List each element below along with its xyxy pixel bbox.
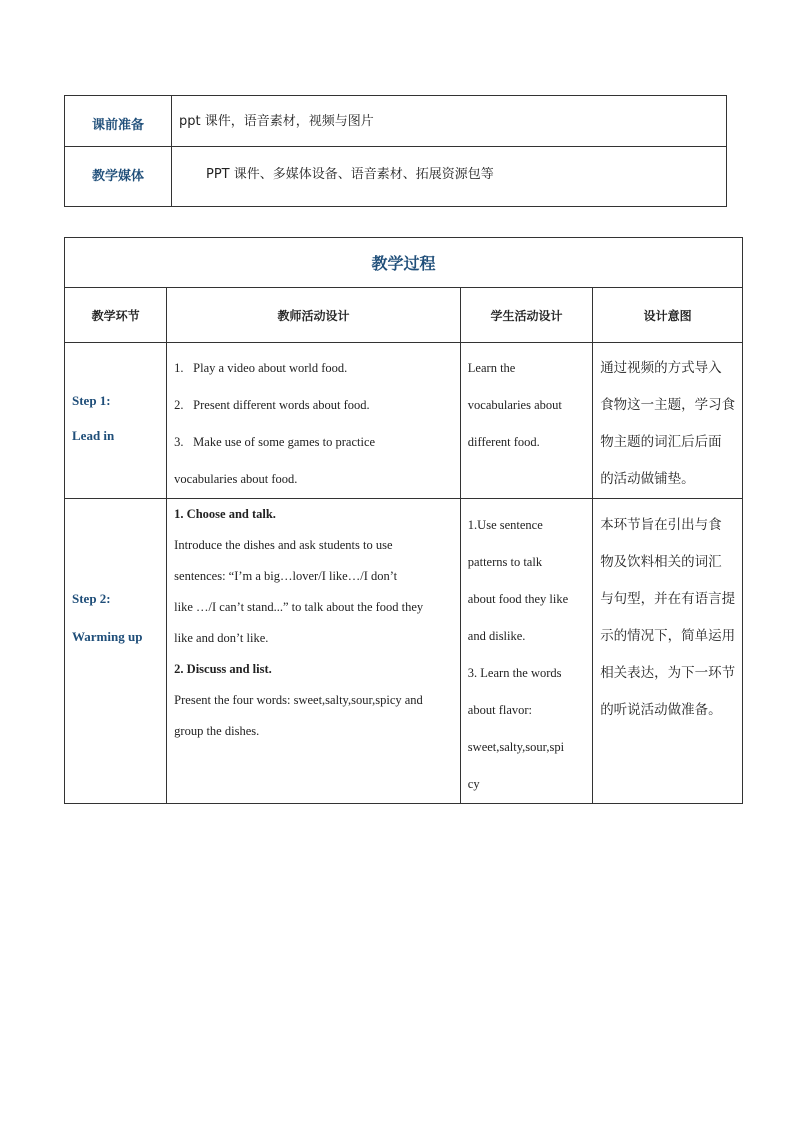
step2-number: Step 2: <box>72 591 111 606</box>
text-line: like …/I can’t stand...” to talk about the food they <box>174 600 424 614</box>
header-intent: 设计意图 <box>593 288 743 343</box>
process-table <box>64 237 743 804</box>
text-line: patterns to talk <box>467 555 543 569</box>
text-line: group the dishes. <box>174 724 260 738</box>
text-line: 食物这一主题，学习食 <box>600 397 736 413</box>
prep-table <box>64 95 727 207</box>
text-line: cy <box>467 777 480 791</box>
text-line: 物主题的词汇后后面 <box>600 434 722 450</box>
step1-row <box>65 343 743 499</box>
media-row <box>65 147 727 207</box>
step2-cell <box>65 499 167 804</box>
header-teacher: 教师活动设计 <box>167 288 461 343</box>
prep-value: ppt 课件，语音素材，视频与图片 <box>172 96 727 147</box>
text-line: sweet,salty,sour,spi <box>467 740 565 754</box>
step2-student <box>460 499 592 804</box>
subheading: 2. Discuss and list. <box>174 662 272 676</box>
text-line: 通过视频的方式导入 <box>600 360 722 376</box>
text-line: 物及饮料相关的词汇 <box>600 554 722 570</box>
header-stage: 教学环节 <box>65 288 167 343</box>
list-item: vocabularies about food. <box>174 472 298 486</box>
step1-teacher <box>167 343 461 499</box>
step2-row <box>65 499 743 804</box>
prep-row <box>65 96 727 147</box>
text-line: 相关表达，为下一环节 <box>600 665 736 681</box>
media-label: 教学媒体 <box>65 147 172 207</box>
list-item: 2. Present different words about food. <box>174 398 370 412</box>
text-line: 3. Learn the words <box>467 666 562 680</box>
list-item: 3. Make use of some games to practice <box>174 435 376 449</box>
step2-teacher <box>167 499 461 804</box>
subheading: 1. Choose and talk. <box>174 507 276 521</box>
text-line: about flavor: <box>467 703 533 717</box>
text-line: Learn the <box>467 361 516 375</box>
header-row <box>65 288 743 343</box>
text-line: 1.Use sentence <box>467 518 543 532</box>
list-item: 1. Play a video about world food. <box>174 361 348 375</box>
step1-student <box>460 343 592 499</box>
text-line: Introduce the dishes and ask students to use <box>174 538 393 552</box>
text-line: 的活动做铺垫。 <box>600 471 695 487</box>
step1-name: Lead in <box>72 428 115 443</box>
text-line: vocabularies about <box>467 398 562 412</box>
text-line: and dislike. <box>467 629 526 643</box>
process-title: 教学过程 <box>65 238 743 288</box>
text-line: Present the four words: sweet,salty,sour,spicy and <box>174 693 423 707</box>
text-line: about food they like <box>467 592 569 606</box>
header-student: 学生活动设计 <box>460 288 592 343</box>
text-line: 示的情况下，简单运用 <box>600 628 736 644</box>
step2-intent <box>593 499 743 804</box>
step1-number: Step 1: <box>72 393 111 408</box>
text-line: different food. <box>467 435 540 449</box>
text-line: sentences: “I’m a big…lover/I like…/I don’t <box>174 569 398 583</box>
step1-intent <box>593 343 743 499</box>
media-value: PPT 课件、多媒体设备、语音素材、拓展资源包等 <box>172 147 727 207</box>
text-line: 本环节旨在引出与食 <box>600 517 722 533</box>
step1-cell <box>65 343 167 499</box>
prep-label: 课前准备 <box>65 96 172 147</box>
text-line: like and don’t like. <box>174 631 269 645</box>
step2-name: Warming up <box>72 629 143 644</box>
text-line: 与句型，并在有语言提 <box>600 591 736 607</box>
text-line: 的听说活动做准备。 <box>600 702 722 718</box>
